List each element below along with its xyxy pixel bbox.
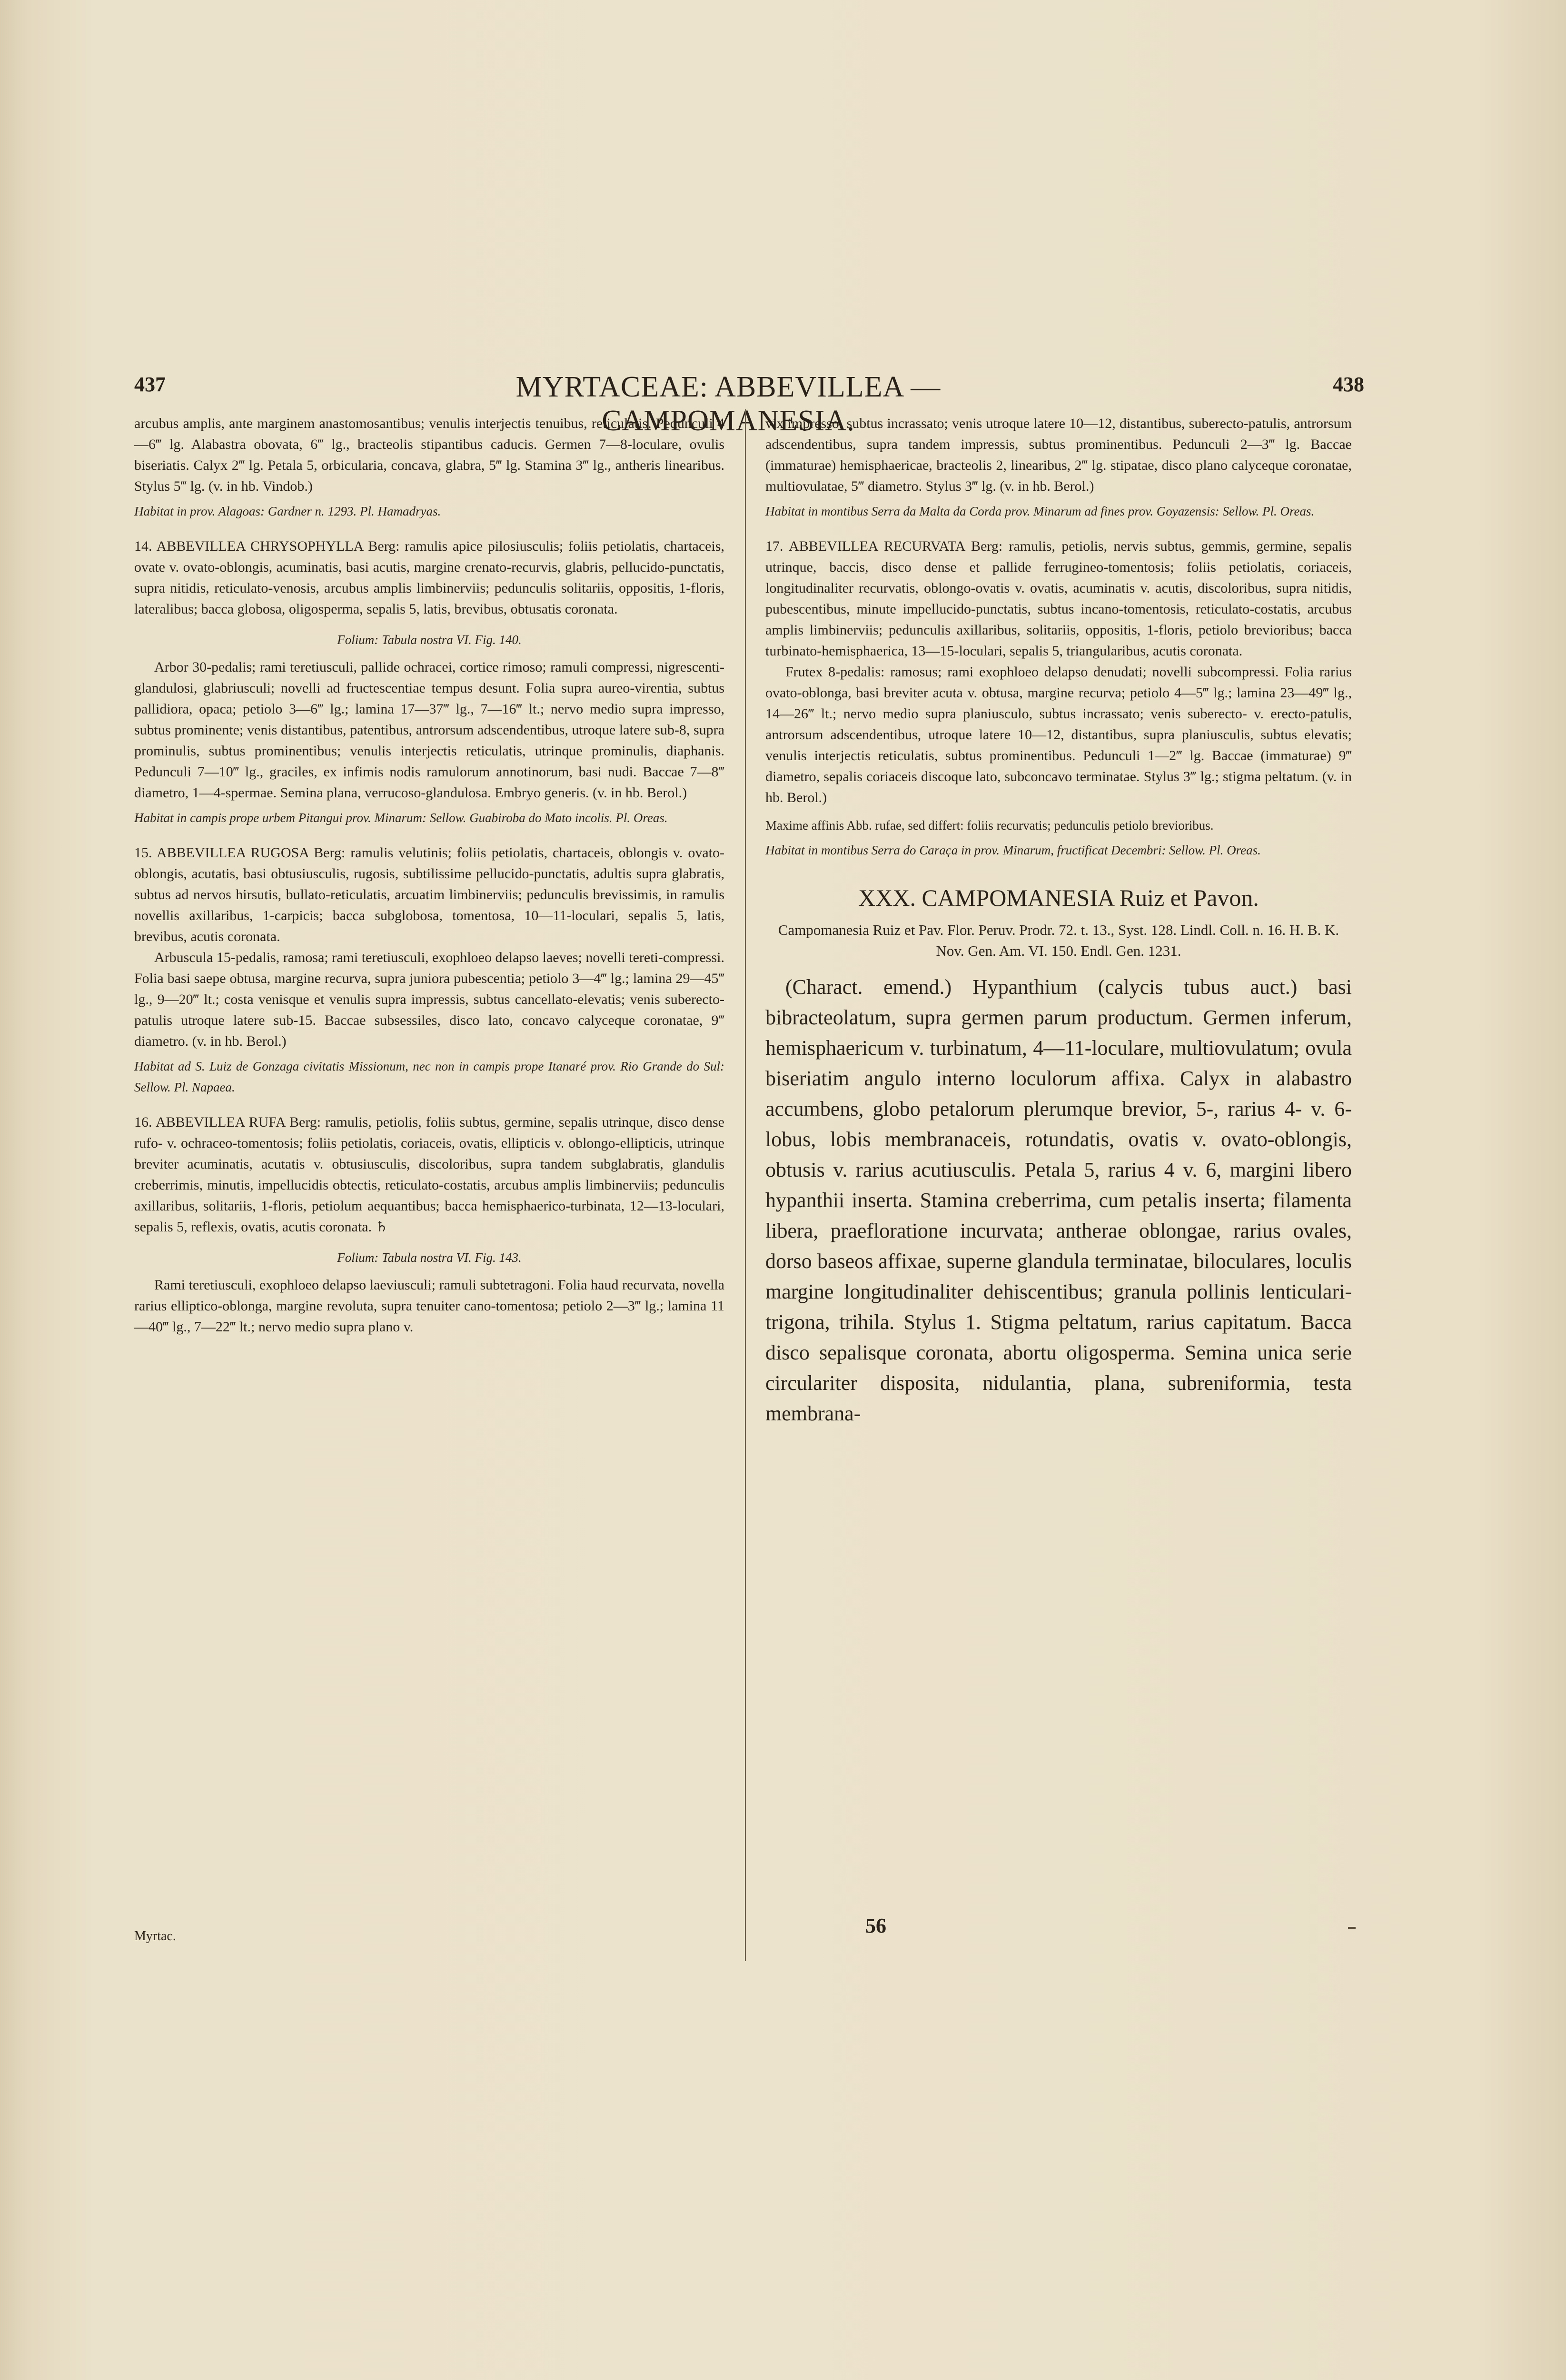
right-habitat-5: Habitat in montibus Serra do Caraça in prov. Minarum, fructificat Decembri: Sellow. Pl. Oreas. <box>765 843 1261 857</box>
page-number-right: 438 <box>1333 373 1364 396</box>
right-habitat-1: Habitat in montibus Serra da Malta da Corda prov. Minarum ad fines prov. Goyazensis: Sellow. Pl. Oreas. <box>765 504 1315 518</box>
right-column <box>765 413 1352 1429</box>
right-note-4: Maxime affinis Abb. rufae, sed differt: foliis recurvatis; pedunculis petiolo brevioribus. <box>765 818 1214 833</box>
right-description-3: Frutex 8-pedalis: ramosus; rami exophloeo delapso denudati; novelli subcompressi. Folia rarius ovato-oblonga, basi breviter acuta v. obtusa, margine recurva; petiolo 4—5‴ lg.; lamina 23—49‴ lg., 14—26‴ lt.; nervo medio supra planiusculo, subtus incrassato; venis suberecto- v. erecto-patulis, antrorsum adscendentibus, utroque latere 10—12, distantibus, supra planiusculis, subtus elevatis; venulis interjectis reticulatis, subtus prominentibus. Pedunculi 1—2‴ lg. Baccae (immaturae) 9‴ diametro, sepalis coriaceis discoque lato, subconcavo terminatae. Stylus 3‴ lg.; stigma peltatum. (v. in hb. Berol.) <box>765 664 1352 805</box>
left-description-0: arcubus amplis, ante marginem anastomosantibus; venulis interjectis tenuibus, reticulatis. Pedunculi 4—6‴ lg. Alabastra obovata, 6‴ lg., bracteolis stipantibus caducis. Germen 7—8-loculare, ovulis biseriatis. Calyx 2‴ lg. Petala 5, orbicularia, concava, glabra, 5‴ lg. Stamina 3‴ lg., antheris linearibus. Stylus 5‴ lg. (v. in hb. Vindob.) <box>134 416 724 494</box>
running-head: MYRTACEAE: ABBEVILLEA — CAMPOMANESIA. <box>515 371 941 437</box>
left-species-diagnosis-2: 14. ABBEVILLEA CHRYSOPHYLLA Berg: ramulis apice pilosiusculis; foliis petiolatis, chartaceis, ovate v. ovato-oblongis, acuminatis, basi acutis, margine crenato-recurvis, glabris, pellucido-punctatis, supra nitidis, reticulato-venosis, arcubus amplis limbinerviis; pedunculis solitariis, oppositis, 1-floris, lateralibus; bacca globosa, oligosperma, sepalis 5, latis, brevibus, obtusatis coronata. <box>134 538 724 617</box>
genus-heading: XXX. CAMPOMANESIA Ruiz et Pavon. <box>858 884 1259 911</box>
left-description-4: Arbor 30-pedalis; rami teretiusculi, pallide ochracei, cortice rimoso; ramuli compressi, nigrescenti-glandulosi, glabriusculi; novelli ad fructescentiae tempus desunt. Folia supra aureo-virentia, subtus pallidiora, opaca; petiolo 3—6‴ lg.; lamina 17—37‴ lg., 7—16‴ lt.; nervo medio supra impresso, subtus prominente; venis distantibus, patentibus, antrorsum adscendentibus, utroque latere sub-8, supra prominulis, subtus prominentibus; venulis interjectis reticulatis, utrinque prominulis, diaphanis. Pedunculi 7—10‴ lg., graciles, ex infimis nodis ramulorum annotinorum, basi nudi. Baccae 7—8‴ diametro, 1—4-spermae. Semina plana, verrucoso-glandulosa. Embryo generis. (v. in hb. Berol.) <box>134 659 724 801</box>
genus-description: (Charact. emend.) Hypanthium (calycis tubus auct.) basi bibracteolatum, supra germen parum productum. Germen inferum, hemisphaericum v. turbinatum, 4—11-loculare, multiovulatum; ovula biseriatim angulo interno loculorum affixa. Calyx in alabastro accumbens, globo petalorum plerumque brevior, 5-, rarius 4- v. 6-lobus, lobis membranaceis, rotundatis, ovatis v. ovato-oblongis, obtusis v. rarius acutiusculis. Petala 5, rarius 4 v. 6, margini libero hypanthii inserta. Stamina creberrima, cum petalis inserta; filamenta libera, praefloratione incurvata; antherae oblongae, rarius ovales, dorso baseos affixae, superne glandula terminatae, biloculares, loculis margine longitudinaliter dehiscentibus; granula pollinis lenticulari-trigona, trihila. Stylus 1. Stigma peltatum, rarius capitatum. Bacca disco sepalisque coronata, abortu oligosperma. Semina unica serie circulariter disposita, nidulantia, plana, subreniformia, testa membrana- <box>765 975 1352 1425</box>
left-species-diagnosis-6: 15. ABBEVILLEA RUGOSA Berg: ramulis velutinis; foliis petiolatis, chartaceis, oblongis v. ovato-oblongis, acutatis, basi obtusiusculis, rugosis, subtilissime pellucido-punctatis, adultis supra glabratis, subtus ad nervos hirsutis, bullato-reticulatis, arcuatim limbinerviis; pedunculis brevissimis, in ramulis novellis axillaribus, 1-carpicis; bacca subglobosa, tomentosa, 10—11-loculari, sepalis 5, latis, brevibus, acutis coronata. <box>134 845 724 944</box>
genus-synonymy: Campomanesia Ruiz et Pav. Flor. Peruv. Prodr. 72. t. 13., Syst. 128. Lindl. Coll. n. 16. H. B. K. Nov. Gen. Am. VI. 150. Endl. Gen. 1231. <box>778 922 1339 959</box>
hyphen-mark <box>1348 1927 1356 1929</box>
column-divider <box>745 409 746 1961</box>
left-column <box>134 413 724 1338</box>
right-column-species <box>765 413 1352 861</box>
left-figure-reference-3: Folium: Tabula nostra VI. Fig. 140. <box>337 633 522 647</box>
left-description-11: Rami teretiusculi, exophloeo delapso laeviusculi; ramuli subtetragoni. Folia haud recurvata, novella rarius elliptico-oblonga, margine revoluta, supra tenuiter cano-tomentosa; petiolo 2—3‴ lg.; lamina 11—40‴ lg., 7—22‴ lt.; nervo medio supra plano v. <box>134 1277 724 1335</box>
left-description-7: Arbuscula 15-pedalis, ramosa; rami teretiusculi, exophloeo delapso laeves; novelli tereti-compressi. Folia basi saepe obtusa, margine recurva, supra juniora pubescentia; petiolo 3—4‴ lg.; lamina 29—45‴ lg., 9—20‴ lt.; costa venisque et venulis supra impressis, subtus cancellato-elevatis; venis suberecto-patulis utroque latere sub-15. Baccae subsessiles, disco lato, concavo calyceque coronatae, 9‴ diametro. (v. in hb. Berol.) <box>134 950 724 1049</box>
left-species-diagnosis-9: 16. ABBEVILLEA RUFA Berg: ramulis, petiolis, foliis subtus, germine, sepalis utrinque, disco dense rufo- v. ochraceo-tomentosis; foliis petiolatis, coriaceis, ovatis, ellipticis v. oblongo-ellipticis, utrinque breviter acuminatis, acutatis v. obtusiusculis, discoloribus, supra tandem subglabratis, glandulis creberrimis, minutis, impellucidis obtectis, reticulato-costatis, arcubus amplis limbinerviis; pedunculis axillaribus, solitariis, 1-floris, petiolum aequantibus; bacca hemisphaerico-turbinata, 12—13-loculari, sepalis 5, reflexis, ovatis, acutis coronata. ♄ <box>134 1114 724 1235</box>
page-number-left: 437 <box>134 373 166 396</box>
signature-mark: Myrtac. <box>134 1929 176 1944</box>
left-habitat-8: Habitat ad S. Luiz de Gonzaga civitatis Missionum, nec non in campis prope Itanaré prov. Rio Grande do Sul: Sellow. Pl. Napaea. <box>134 1059 724 1094</box>
right-species-diagnosis-2: 17. ABBEVILLEA RECURVATA Berg: ramulis, petiolis, nervis subtus, gemmis, germine, sepalis utrinque, baccis, disco dense et pallide ferrugineo-tomentosis; foliis petiolatis, coriaceis, longitudinaliter recurvatis, oblongo-ovatis v. ovatis, acuminatis v. acutis, discoloribus, supra nitidis, pubescentibus, minute impellucido-punctatis, subtus incano-tomentosis, reticulato-costatis, arcubus amplis limbinerviis; pedunculis axillaribus, solitariis, oppositis, 1-floris, petiolo brevioribus; bacca turbinato-hemisphaerica, 13—15-loculari, sepalis 5, triangularibus, acutis coronata. <box>765 538 1352 659</box>
sheet-number: 56 <box>865 1914 886 1937</box>
left-habitat-5: Habitat in campis prope urbem Pitangui prov. Minarum: Sellow. Guabiroba do Mato incolis. Pl. Oreas. <box>134 811 668 825</box>
right-description-0: vix impresso, subtus incrassato; venis utroque latere 10—12, distantibus, suberecto-patulis, antrorsum adscendentibus, supra tandem impressis, subtus prominentibus. Pedunculi 2—3‴ lg. Baccae (immaturae) hemisphaericae, bracteolis 2, linearibus, 2‴ lg. stipatae, disco plano calyceque coronatae, multiovulatae, 5‴ diametro. Stylus 3‴ lg. (v. in hb. Berol.) <box>765 416 1352 494</box>
left-habitat-1: Habitat in prov. Alagoas: Gardner n. 1293. Pl. Hamadryas. <box>134 504 441 518</box>
left-figure-reference-10: Folium: Tabula nostra VI. Fig. 143. <box>337 1250 522 1265</box>
